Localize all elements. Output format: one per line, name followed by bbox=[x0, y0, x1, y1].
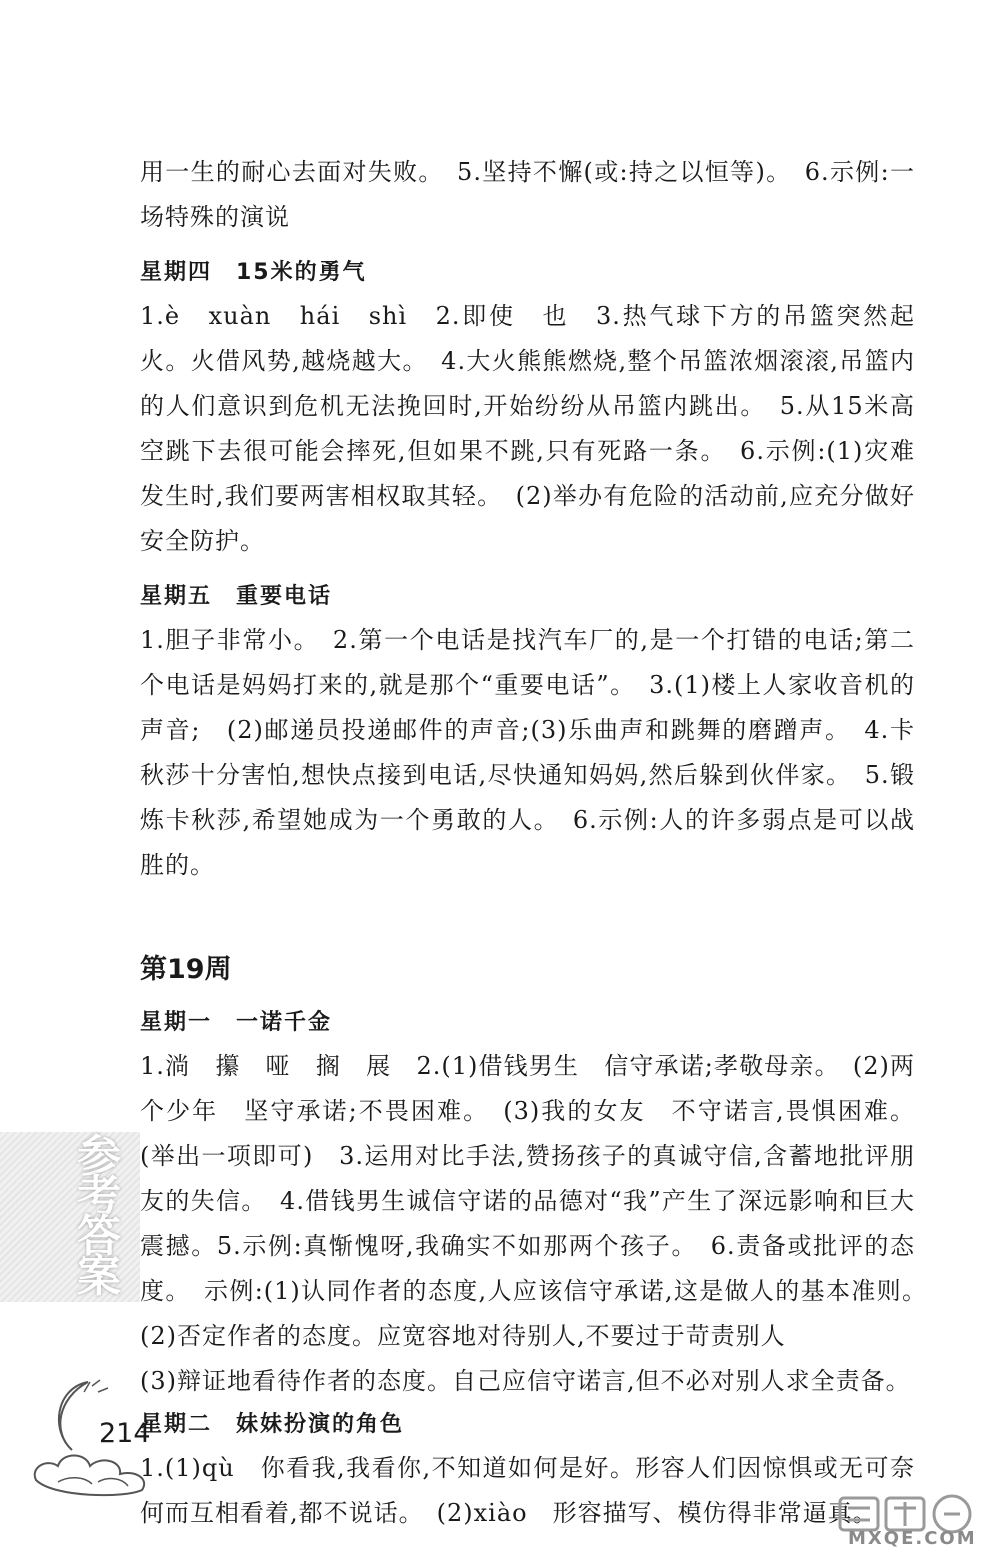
paragraph-continued: 用一生的耐心去面对失败。 5.坚持不懈(或:持之以恒等)。 6.示例:一场特殊的演说 bbox=[140, 158, 915, 231]
section-heading-tuesday: 星期二 妹妹扮演的角色 bbox=[140, 1412, 405, 1437]
watermark-url: MXQE.COM bbox=[848, 1528, 977, 1549]
paragraph-tuesday-answers: 1.(1)qù 你看我,我看你,不知道如何是好。形容人们因惊惧或无可奈何而互相看着,都不说话。 (2)xiào 形容描写、模仿得非常逼真。 bbox=[140, 1454, 915, 1527]
paragraph-thursday-answers: 1.è xuàn hái shì 2.即使 也 3.热气球下方的吊篮突然起火。火借风势,越烧越大。 4.大火熊熊燃烧,整个吊篮浓烟滚滚,吊篮内的人们意识到危机无法挽回时,开始纷纷从吊篮内跳出。 5.从15米高空跳下去很可能会摔死,但如果不跳,只有死路一条。 6.示例:(1)灾难发生时,我们要两害相权取其轻。 (2)举办有危险的活动前,应充分做好安全防护。 bbox=[140, 302, 915, 555]
side-tab-reference-answers bbox=[0, 1132, 140, 1302]
page-number: 214 bbox=[99, 1418, 151, 1449]
side-tab-char: 案 bbox=[77, 1251, 121, 1302]
section-heading-monday: 星期一 一诺千金 bbox=[140, 1010, 333, 1035]
paragraph-friday-answers: 1.胆子非常小。 2.第一个电话是找汽车厂的,是一个打错的电话;第二个电话是妈妈打来的,就是那个“重要电话”。 3.(1)楼上人家收音机的声音; (2)邮递员投递邮件的声音;(3)乐曲声和跳舞的磨蹭声。 4.卡秋莎十分害怕,想快点接到电话,尽快通知妈妈,然后躲到伙伴家。 5.锻炼卡秋莎,希望她成为一个勇敢的人。 6.示例:人的许多弱点是可以战胜的。 bbox=[140, 626, 915, 879]
paragraph-monday-answers: 1.淌 攥 哑 搁 展 2.(1)借钱男生 信守承诺;孝敬母亲。 (2)两个少年 坚守承诺;不畏困难。 (3)我的女友 不守诺言,畏惧困难。(举出一项即可) 3.运用对比手法,赞扬孩子的真诚守信,含蓄地批评朋友的失信。 4.借钱男生诚信守诺的品德对“我”产生了深远影响和巨大震撼。5.示例:真惭愧呀,我确实不如那两个孩子。 6.责备或批评的态度。 示例:(1)认同作者的态度,人应该信守承诺,这是做人的基本准则。 (2)否定作者的态度。应宽容地对待别人,不要过于苛责别人 bbox=[140, 1052, 940, 1350]
section-heading-friday: 星期五 重要电话 bbox=[140, 584, 333, 609]
answer-text bbox=[140, 150, 940, 1536]
side-tab-char: 答 bbox=[77, 1211, 121, 1262]
side-tab-char: 考 bbox=[77, 1171, 121, 1222]
paragraph-monday-answer-3: (3)辩证地看待作者的态度。自己应信守诺言,但不必对别人求全责备。 bbox=[140, 1367, 911, 1395]
side-tab-char: 参 bbox=[77, 1131, 121, 1182]
section-heading-thursday: 星期四 15米的勇气 bbox=[140, 260, 367, 285]
week-heading: 第19周 bbox=[140, 954, 232, 985]
